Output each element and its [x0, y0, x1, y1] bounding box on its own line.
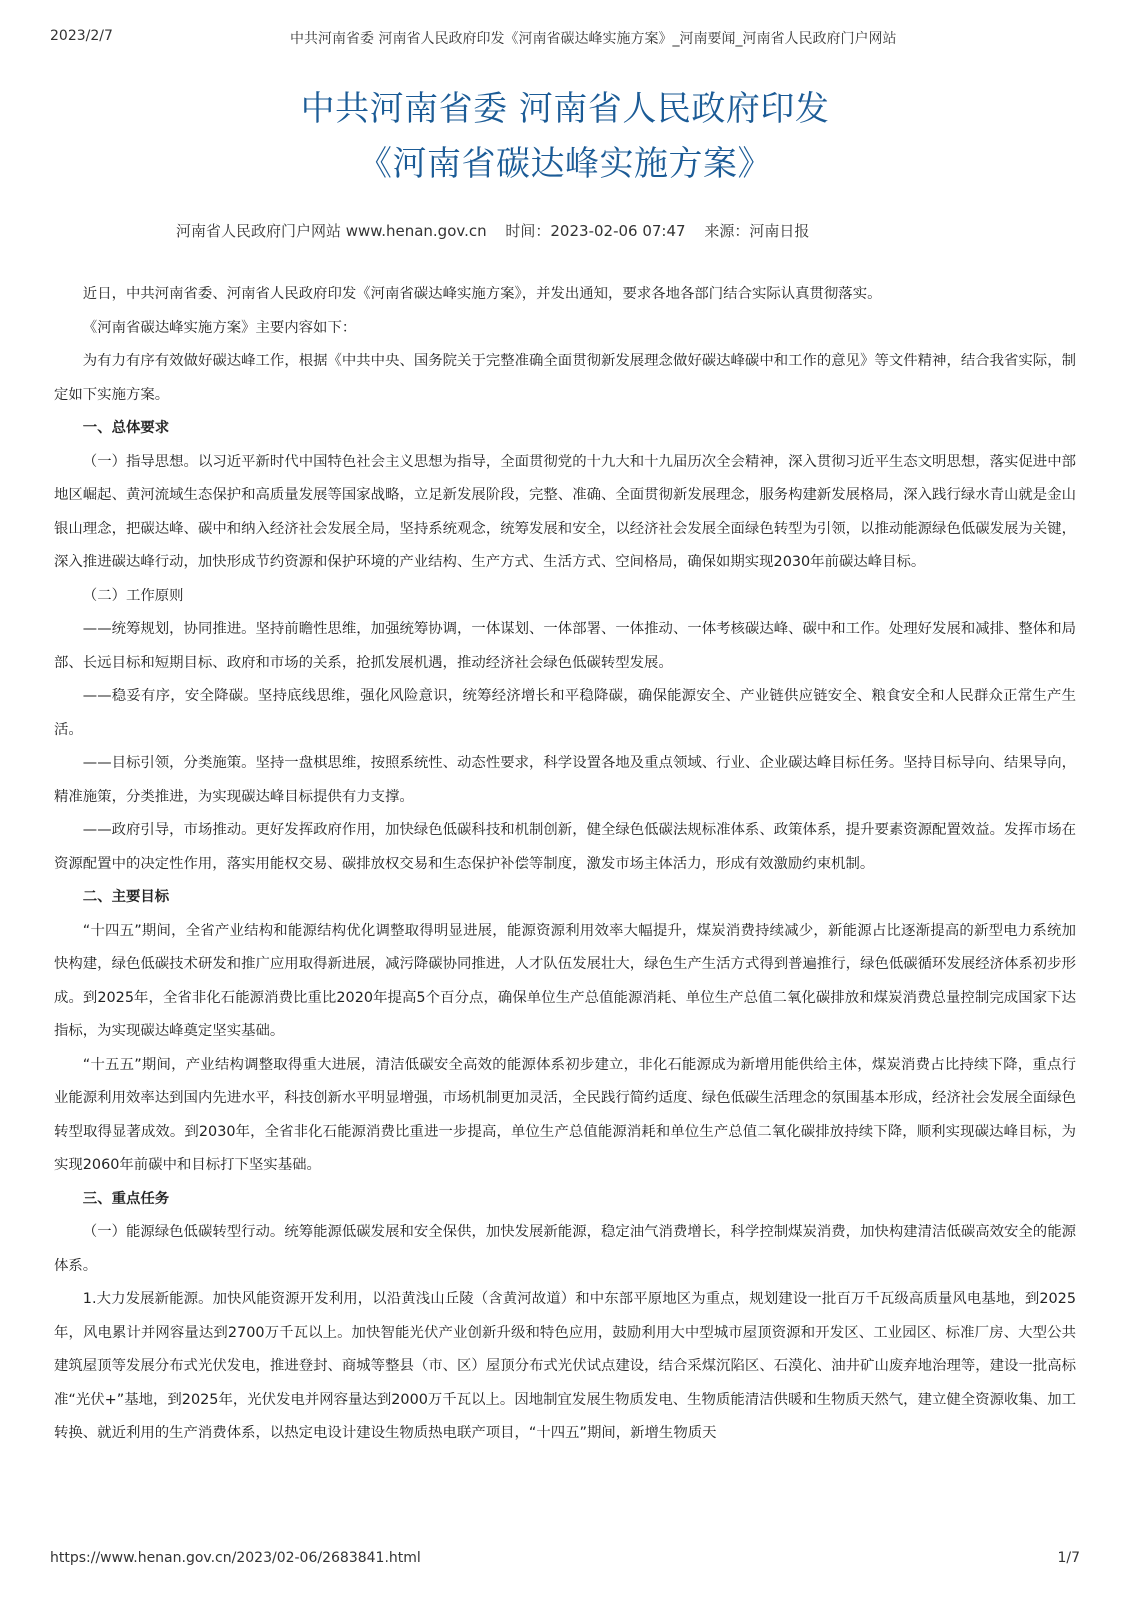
article-title-line-2: 《河南省碳达峰实施方案》 — [358, 144, 772, 184]
section-heading: 三、重点任务 — [82, 1190, 170, 1207]
paragraph: “十五五”期间，产业结构调整取得重大进展，清洁低碳安全高效的能源体系初步建立，非化石能源成为新增用能供给主体，煤炭消费占比持续下降，重点行业能源利用效率达到国内先进水平，科技创新水平明显增强，市场机制更加灵活，全民践行简约适度、绿色低碳生活理念的氛围基本形成，经济社会发展全面绿色转型取得显著成效。到2030年，全省非化石能源消费比重进一步提高，单位生产总值能源消耗和单位生产总值二氧化碳排放持续下降，顺利实现碳达峰目标，为实现2060年前碳中和目标打下坚实基础。 — [54, 1056, 1076, 1173]
paragraph: “十四五”期间，全省产业结构和能源结构优化调整取得明显进展，能源资源利用效率大幅提升，煤炭消费持续减少，新能源占比逐渐提高的新型电力系统加快构建，绿色低碳技术研发和推广应用取得新进展，减污降碳协同推进，人才队伍发展壮大，绿色生产生活方式得到普遍推行，绿色低碳循环发展经济体系初步形成。到2025年，全省非化石能源消费比重比2020年提高5个百分点，确保单位生产总值能源消耗、单位生产总值二氧化碳排放和煤炭消费总量控制完成国家下达指标，为实现碳达峰奠定坚实基础。 — [54, 922, 1076, 1039]
meta-time: 时间：2023-02-06 07:47 — [505, 222, 686, 240]
paragraph: ——统筹规划，协同推进。坚持前瞻性思维，加强统筹协调，一体谋划、一体部署、一体推动、一体考核碳达峰、碳中和工作。处理好发展和减排、整体和局部、长远目标和短期目标、政府和市场的关系，抢抓发展机遇，推动经济社会绿色低碳转型发展。 — [54, 621, 1076, 671]
paragraph: 近日，中共河南省委、河南省人民政府印发《河南省碳达峰实施方案》，并发出通知，要求各地各部门结合实际认真贯彻落实。 — [82, 286, 882, 302]
paragraph: （一）指导思想。以习近平新时代中国特色社会主义思想为指导，全面贯彻党的十九大和十九届历次全会精神，深入贯彻习近平生态文明思想，落实促进中部地区崛起、黄河流域生态保护和高质量发展等国家战略，立足新发展阶段，完整、准确、全面贯彻新发展理念，服务构建新发展格局，深入践行绿水青山就是金山银山理念，把碳达峰、碳中和纳入经济社会发展全局，坚持系统观念，统筹发展和安全，以经济社会发展全面绿色转型为引领，以推动能源绿色低碳发展为关键，深入推进碳达峰行动，加快形成节约资源和保护环境的产业结构、生产方式、生活方式、空间格局，确保如期实现2030年前碳达峰目标。 — [54, 453, 1076, 570]
print-footer — [50, 1550, 1080, 1570]
paragraph: 1.大力发展新能源。加快风能资源开发利用，以沿黄浅山丘陵（含黄河故道）和中东部平原地区为重点，规划建设一批百万千瓦级高质量风电基地，到2025年，风电累计并网容量达到2700万千瓦以上。加快智能光伏产业创新升级和特色应用，鼓励利用大中型城市屋顶资源和开发区、工业园区、标准厂房、大型公共建筑屋顶等发展分布式光伏发电，推进登封、商城等整县（市、区）屋顶分布式光伏试点建设，结合采煤沉陷区、石漠化、油井矿山废弃地治理等，建设一批高标准“光伏+”基地，到2025年，光伏发电并网容量达到2000万千瓦以上。因地制宜发展生物质发电、生物质能清洁供暖和生物质天然气，建立健全资源收集、加工转换、就近利用的生产消费体系，以热定电设计建设生物质热电联产项目，“十四五”期间，新增生物质天 — [54, 1291, 1076, 1441]
paragraph: （二）工作原则 — [82, 587, 184, 604]
page-url: https://www.henan.gov.cn/2023/02-06/2683841.html — [50, 1550, 421, 1566]
print-date: 2023/2/7 — [50, 28, 113, 44]
paragraph: 为有力有序有效做好碳达峰工作，根据《中共中央、国务院关于完整准确全面贯彻新发展理念做好碳达峰碳中和工作的意见》等文件精神，结合我省实际，制定如下实施方案。 — [54, 353, 1076, 403]
paragraph: ——稳妥有序，安全降碳。坚持底线思维，强化风险意识，统筹经济增长和平稳降碳，确保能源安全、产业链供应链安全、粮食安全和人民群众正常生产生活。 — [54, 688, 1076, 738]
page-number: 1/7 — [1057, 1550, 1080, 1566]
article-title-line-1: 中共河南省委 河南省人民政府印发 — [300, 89, 830, 129]
print-header — [50, 28, 1080, 48]
article-title — [0, 82, 1130, 192]
print-page-title: 中共河南省委 河南省人民政府印发《河南省碳达峰实施方案》_河南要闻_河南省人民政府门户网站 — [290, 31, 897, 47]
section-heading: 二、主要目标 — [82, 889, 170, 905]
paragraph: ——政府引导，市场推动。更好发挥政府作用，加快绿色低碳科技和机制创新，健全绿色低碳法规标准体系、政策体系，提升要素资源配置效益。发挥市场在资源配置中的决定性作用，落实用能权交易、碳排放权交易和生态保护补偿等制度，激发市场主体活力，形成有效激励约束机制。 — [54, 822, 1076, 872]
meta-site: 河南省人民政府门户网站 www.henan.gov.cn — [176, 222, 487, 240]
paragraph: ——目标引领，分类施策。坚持一盘棋思维，按照系统性、动态性要求，科学设置各地及重点领域、行业、企业碳达峰目标任务。坚持目标导向、结果导向，精准施策，分类推进，为实现碳达峰目标提供有力支撑。 — [54, 755, 1076, 805]
meta-source: 来源：河南日报 — [704, 222, 810, 240]
section-heading: 一、总体要求 — [82, 420, 170, 436]
article-meta — [176, 220, 823, 241]
article-body — [54, 278, 1076, 1451]
paragraph: （一）能源绿色低碳转型行动。统筹能源低碳发展和安全保供，加快发展新能源，稳定油气消费增长，科学控制煤炭消费，加快构建清洁低碳高效安全的能源体系。 — [54, 1224, 1076, 1274]
paragraph: 《河南省碳达峰实施方案》主要内容如下： — [82, 319, 357, 336]
